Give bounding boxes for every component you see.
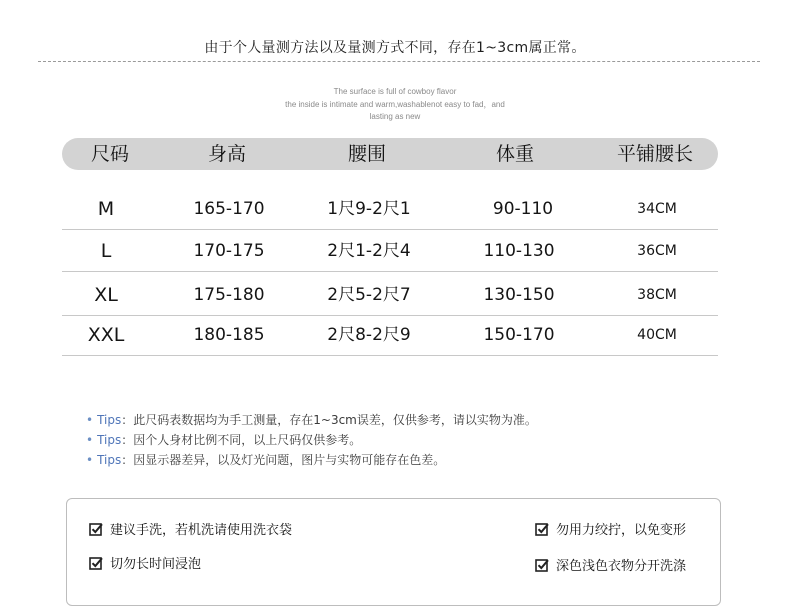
cell-waist: 2尺5-2尺7 xyxy=(327,285,411,305)
bullet-icon: • xyxy=(86,453,94,467)
cell-waist: 2尺8-2尺9 xyxy=(327,325,411,345)
care-text: 切勿长时间浸泡 xyxy=(110,557,202,572)
subtitle-line: lasting as new xyxy=(369,112,421,121)
care-item xyxy=(535,555,686,574)
dashed-divider xyxy=(38,61,760,62)
tip-label: Tips xyxy=(97,413,122,427)
cell-flat-waist: 34CM xyxy=(637,201,677,217)
row-divider xyxy=(62,271,718,272)
subtitle-block xyxy=(0,86,790,124)
header-flat-waist: 平铺腰长 xyxy=(616,143,693,165)
header-size: 尺码 xyxy=(90,143,129,165)
tip-item xyxy=(86,450,537,470)
subtitle-line: the inside is intimate and warm,washablenot easy to fad，and xyxy=(285,99,505,109)
checkbox-checked-icon xyxy=(535,558,549,572)
checkbox-checked-icon xyxy=(535,522,549,536)
cell-size: XL xyxy=(94,284,118,306)
tip-item xyxy=(86,410,537,430)
tips-list xyxy=(86,410,537,470)
cell-flat-waist: 38CM xyxy=(637,287,677,303)
care-item xyxy=(535,519,686,538)
cell-weight: 110-130 xyxy=(483,241,555,261)
cell-weight: 90-110 xyxy=(492,199,554,219)
subtitle-line: The surface is full of cowboy flavor xyxy=(333,87,457,96)
care-instructions-box xyxy=(66,498,721,606)
cell-height: 165-170 xyxy=(193,199,265,219)
checkbox-checked-icon xyxy=(89,556,103,570)
cell-size: XXL xyxy=(87,324,125,346)
cell-size: M xyxy=(97,198,115,220)
bullet-icon: • xyxy=(86,433,94,447)
cell-waist: 2尺1-2尺4 xyxy=(327,241,411,261)
cell-flat-waist: 40CM xyxy=(637,327,677,343)
tip-item xyxy=(86,430,537,450)
header-weight: 体重 xyxy=(495,143,534,165)
care-text: 勿用力绞拧，以免变形 xyxy=(556,523,687,538)
table-row xyxy=(62,230,718,272)
cell-weight: 150-170 xyxy=(483,325,555,345)
checkbox-checked-icon xyxy=(89,522,103,536)
tip-text: ：此尺码表数据均为手工测量，存在1~3cm误差，仅供参考，请以实物为准。 xyxy=(121,413,537,427)
table-row xyxy=(62,314,718,356)
cell-flat-waist: 36CM xyxy=(637,243,677,259)
tip-text: ：因个人身材比例不同，以上尺码仅供参考。 xyxy=(121,433,362,447)
care-item xyxy=(89,519,292,538)
cell-size: L xyxy=(100,240,112,262)
cell-height: 180-185 xyxy=(193,325,265,345)
care-text: 建议手洗，若机洗请使用洗衣袋 xyxy=(110,523,293,538)
tip-label: Tips xyxy=(97,433,122,447)
care-text: 深色浅色衣物分开洗涤 xyxy=(556,559,687,574)
cell-waist: 1尺9-2尺1 xyxy=(327,199,411,219)
cell-height: 170-175 xyxy=(193,241,265,261)
size-table-header xyxy=(62,138,718,170)
tip-text: ：因显示器差异，以及灯光问题，图片与实物可能存在色差。 xyxy=(121,453,446,467)
bullet-icon: • xyxy=(86,413,94,427)
cell-height: 175-180 xyxy=(193,285,265,305)
table-row xyxy=(62,274,718,316)
header-waist: 腰围 xyxy=(347,143,386,165)
table-row xyxy=(62,188,718,230)
row-divider xyxy=(62,355,718,356)
measurement-notice: 由于个人量测方法以及量测方式不同，存在1~3cm属正常。 xyxy=(204,40,586,56)
tip-label: Tips xyxy=(97,453,122,467)
cell-weight: 130-150 xyxy=(483,285,555,305)
header-height: 身高 xyxy=(207,143,246,165)
care-item xyxy=(89,553,201,572)
